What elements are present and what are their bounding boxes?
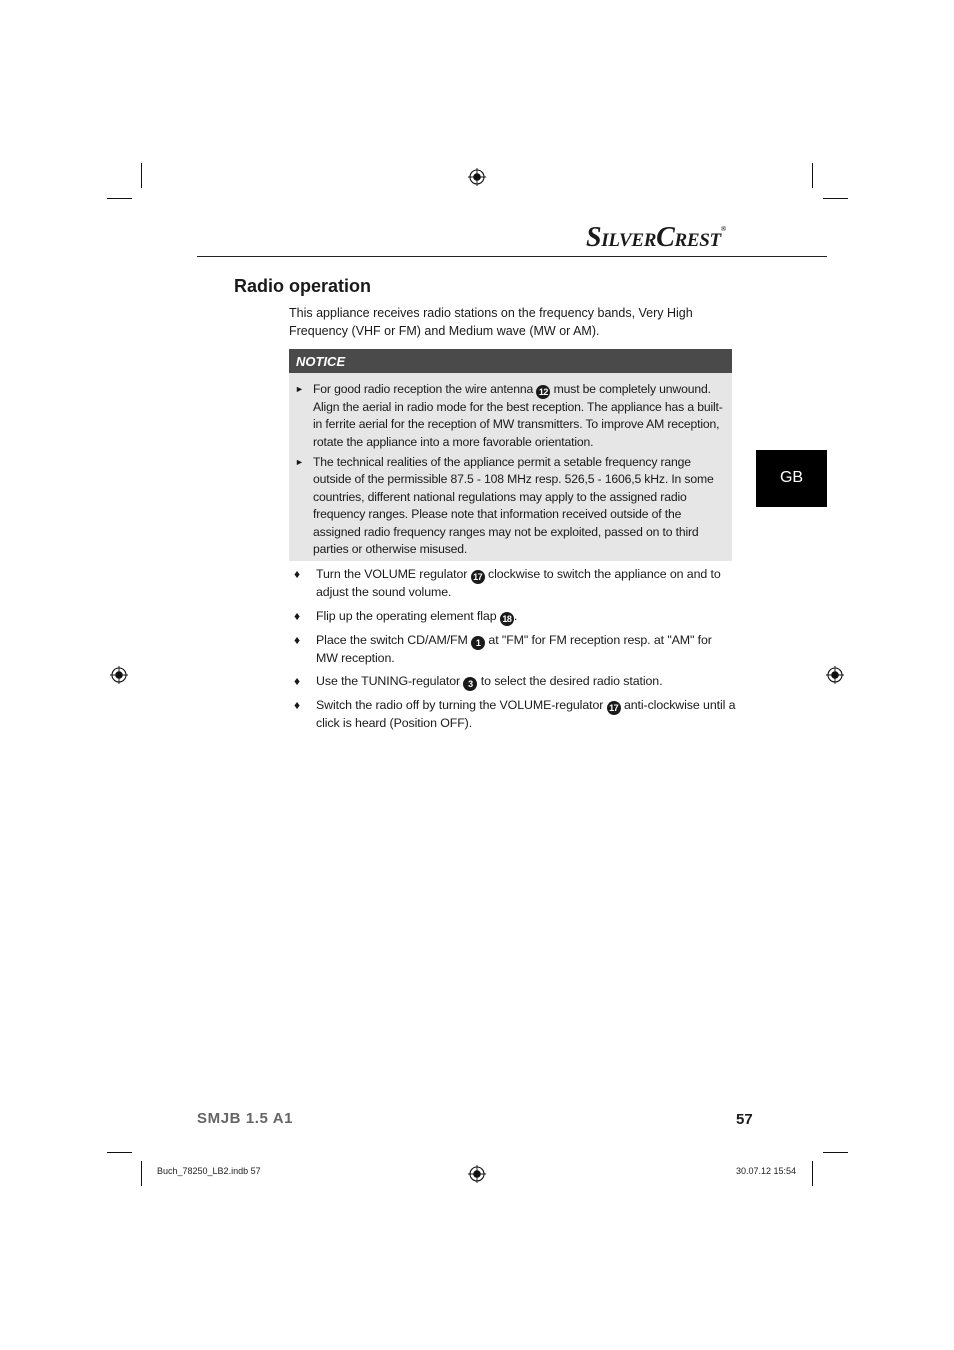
list-item xyxy=(294,632,736,668)
list-item xyxy=(294,608,736,626)
step-text: clockwise to switch the appliance on and to adjust the sound volume. xyxy=(316,567,721,599)
crop-mark xyxy=(823,198,848,199)
logo-letters: REST xyxy=(674,230,721,251)
notice-heading: NOTICE xyxy=(289,349,732,373)
diamond-bullet-icon: ♦ xyxy=(294,609,301,623)
step-text: at "FM" for FM reception resp. at "AM" for MW reception. xyxy=(316,633,712,665)
circled-number-icon: 17 xyxy=(607,701,621,715)
crop-mark xyxy=(141,163,142,188)
crop-mark xyxy=(823,1152,848,1153)
circled-number-icon: 3 xyxy=(463,677,477,691)
diamond-bullet-icon: ♦ xyxy=(294,674,301,688)
notice-text: The technical realities of the appliance permit a setable frequency range outside of the permissible 87.5 - 108 MHz resp. 526,5 - 1606,5 kHz. In some countries, different national regulations may apply to the assigned radio frequency ranges. Please note that information received outside of the assigned radio frequency ranges may not be exploited, passed on to third parties or otherwise misused. xyxy=(313,455,714,557)
header-rule xyxy=(197,256,827,257)
print-slug-file: Buch_78250_LB2.indb 57 xyxy=(157,1166,261,1176)
logo-letter: C xyxy=(656,222,675,253)
model-number: SMJB 1.5 A1 xyxy=(197,1110,294,1127)
step-text: anti-clockwise until a click is heard (Position OFF). xyxy=(316,698,736,730)
language-tab: GB xyxy=(756,450,827,507)
list-item xyxy=(294,673,736,691)
step-text: Turn the VOLUME regulator xyxy=(316,567,471,581)
circled-number-icon: 17 xyxy=(471,570,485,584)
brand-logo xyxy=(586,224,748,252)
notice-box xyxy=(289,373,732,561)
list-item xyxy=(294,697,736,733)
crop-mark xyxy=(107,198,132,199)
step-text: Switch the radio off by turning the VOLUME-regulator xyxy=(316,698,607,712)
crop-mark xyxy=(141,1161,142,1186)
circled-number-icon: 18 xyxy=(500,612,514,626)
circled-number-icon: 12 xyxy=(536,385,550,399)
crop-mark xyxy=(107,1152,132,1153)
logo-letter: S xyxy=(586,222,602,253)
registration-mark-icon xyxy=(468,1165,486,1183)
arrow-bullet-icon: ► xyxy=(295,384,304,394)
diamond-bullet-icon: ♦ xyxy=(294,698,301,712)
crop-mark xyxy=(812,163,813,188)
logo-letters: ILVER xyxy=(601,230,657,251)
crop-mark xyxy=(812,1161,813,1186)
notice-item xyxy=(295,381,725,451)
list-item xyxy=(294,566,736,602)
circled-number-icon: 1 xyxy=(471,636,485,650)
step-text: to select the desired radio station. xyxy=(477,674,663,688)
print-slug-datetime: 30.07.12 15:54 xyxy=(736,1166,797,1176)
page-number: 57 xyxy=(736,1111,753,1128)
registered-mark: ® xyxy=(720,225,726,233)
diamond-bullet-icon: ♦ xyxy=(294,567,301,581)
intro-paragraph: This appliance receives radio stations on the frequency bands, Very High Frequency (VHF or FM) and Medium wave (MW or AM). xyxy=(289,306,693,338)
notice-text: For good radio reception the wire antenna xyxy=(313,382,537,396)
step-text: Place the switch CD/AM/FM xyxy=(316,633,472,647)
step-text: . xyxy=(513,609,518,623)
registration-mark-icon xyxy=(468,168,486,186)
registration-mark-icon xyxy=(826,666,844,684)
diamond-bullet-icon: ♦ xyxy=(294,633,301,647)
step-text: Flip up the operating element flap xyxy=(316,609,500,623)
step-text: Use the TUNING-regulator xyxy=(316,674,464,688)
arrow-bullet-icon: ► xyxy=(295,457,304,467)
notice-text: must be completely unwound. Align the aerial in radio mode for the best reception. The appliance has a built-in ferrite aerial for the reception of MW transmitters. To improve AM reception, rotate the appliance into a more favorable orientation. xyxy=(313,382,723,449)
registration-mark-icon xyxy=(110,666,128,684)
section-title: Radio operation xyxy=(234,276,372,296)
notice-item xyxy=(295,454,725,558)
